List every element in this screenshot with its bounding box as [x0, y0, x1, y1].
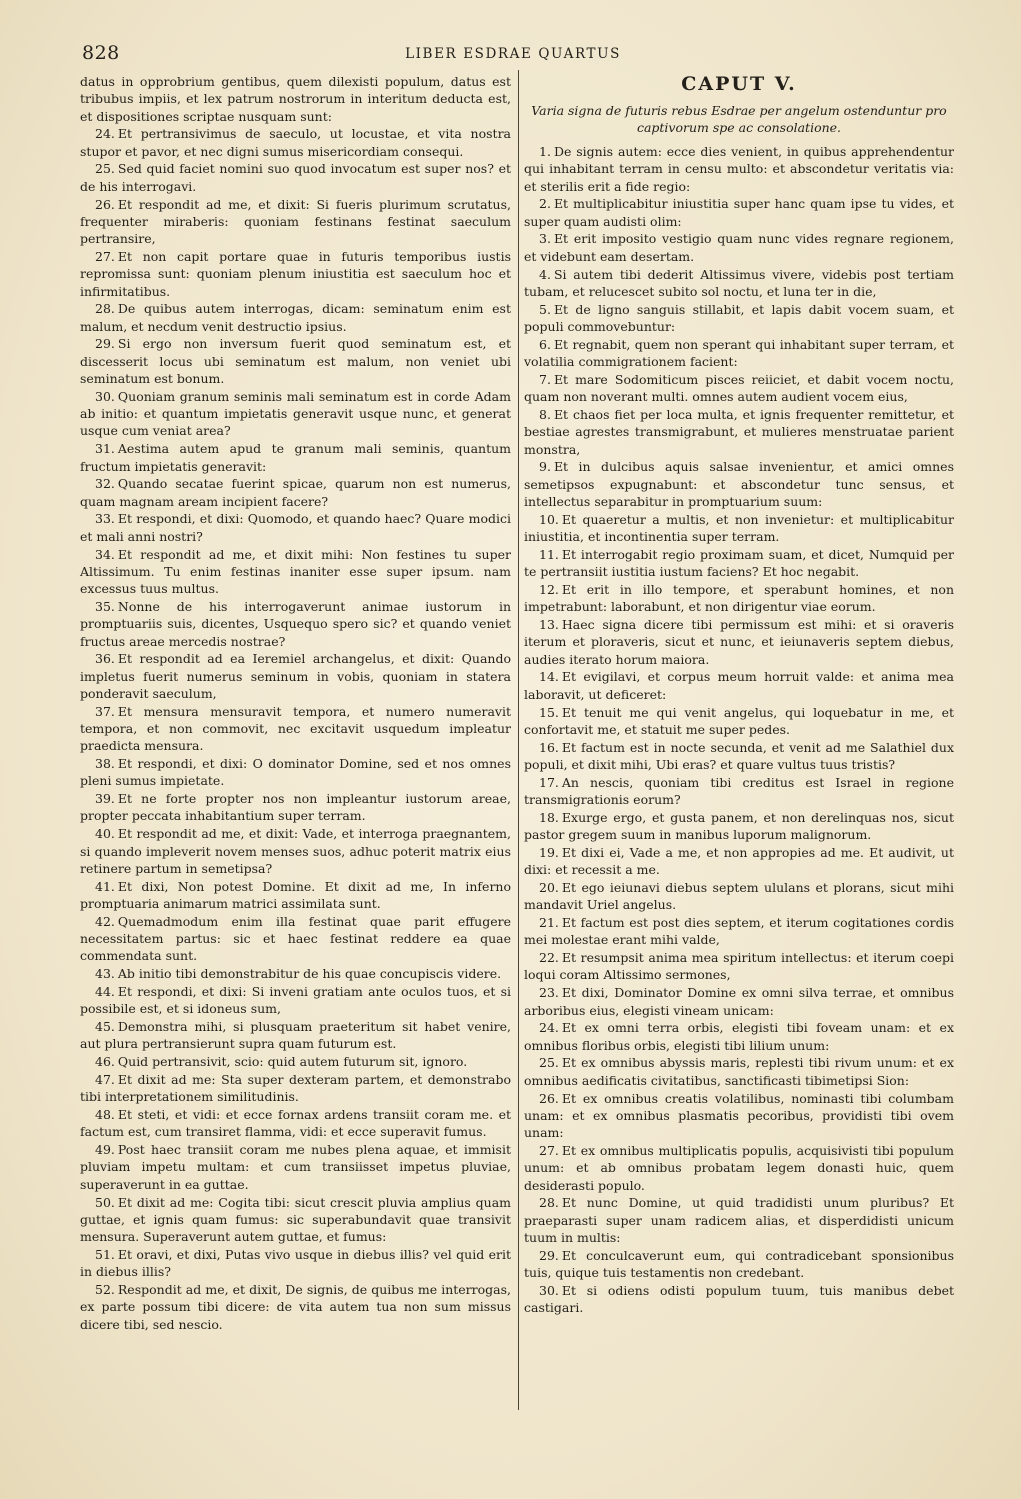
verse-text: Et non capit portare quae in futuris temporibus iustis repromissa sunt: quoniam plenum iniustitia est saeculum hoc et infirmitatibus. — [80, 248, 511, 299]
verse — [524, 739, 954, 774]
verse-number: 33. — [95, 511, 115, 527]
verse — [524, 336, 954, 371]
verse-number: 34. — [95, 546, 115, 562]
verse-text: Et ex omnibus multiplicatis populis, acquisivisti tibi populum unum: et ab omnibus probatam legem donasti huic, quem desiderasti populo. — [524, 1142, 954, 1193]
verse-text: Quoniam granum seminis mali seminatum est in corde Adam ab initio: et quantum impietatis generavit usque nunc, et generat usque cum veniat area? — [80, 388, 511, 439]
verse — [524, 1142, 954, 1194]
verse-number: 29. — [539, 1247, 559, 1263]
verse — [524, 230, 954, 265]
verse-number: 11. — [539, 546, 559, 562]
verse-text: Exurge ergo, et gusta panem, et non derelinquas nos, sicut pastor gregem suum in manibus luporum malignorum. — [524, 809, 954, 843]
verse — [80, 1194, 511, 1246]
verse-text: Et mensura mensuravit tempora, et numero numeravit tempora, et non commovit, nec excitavit usquedum impleatur praedicta mensura. — [80, 703, 511, 754]
verse-number: 12. — [539, 581, 559, 597]
verse-text: Et dixit ad me: Cogita tibi: sicut crescit pluvia amplius quam guttae, et ignis quam fumus: sic superabundavit quae transivit mensura. Superaverunt autem guttae, et fumus: — [80, 1194, 511, 1245]
verse — [80, 1141, 511, 1193]
verse-text: Demonstra mihi, si plusquam praeteritum sit habet venire, aut plura pertransierunt supra quam futurum est. — [80, 1019, 511, 1052]
verse-text: Et ex omnibus creatis volatilibus, nominasti tibi columbam unam: et ex omnibus plasmatis pecoribus, providisti tibi ovem unam: — [524, 1090, 954, 1141]
verse-number: 50. — [95, 1194, 115, 1210]
verse-number: 30. — [95, 388, 115, 404]
verse-number: 25. — [539, 1055, 559, 1071]
verse-text: Et si odiens odisti populum tuum, tuis manibus debet castigari. — [524, 1282, 954, 1316]
verse-number: 26. — [95, 196, 115, 212]
verse — [80, 1281, 511, 1333]
verse-text: Respondit ad me, et dixit, De signis, de quibus me interrogas, ex parte possum tibi dicere: de vita autem tua non sum missus dicere tibi, sed nescio. — [80, 1281, 511, 1332]
verse-number: 37. — [95, 703, 115, 719]
verse — [524, 844, 954, 879]
verse-text: Et interrogabit regio proximam suam, et dicet, Numquid per te pertransiit iustitia iustum faciens? Et hoc negabit. — [524, 546, 954, 580]
verse-number: 36. — [95, 651, 115, 667]
verse-text: Et dixi, Dominator Domine ex omni silva terrae, et omnibus arboribus eius, elegisti vineam unicam: — [524, 985, 954, 1018]
verse-number: 46. — [95, 1054, 115, 1070]
verse — [524, 949, 954, 984]
verse-text: Et respondi, et dixi: Quomodo, et quando haec? Quare modici et mali anni nostri? — [80, 511, 511, 544]
verse-text: Et resumpsit anima mea spiritum intellectus: et iterum coepi loqui coram Altissimo sermones, — [524, 950, 954, 983]
verse-number: 25. — [95, 161, 115, 177]
verse-text: Quid pertransivit, scio: quid autem futurum sit, ignoro. — [117, 1054, 468, 1070]
verse-number: 9. — [539, 459, 551, 475]
verse-number: 6. — [539, 336, 551, 352]
verse — [80, 1018, 511, 1053]
verse-text: Et ne forte propter nos non impleantur iustorum areae, propter peccata inhabitantium super terram. — [80, 791, 511, 824]
verse-text: Et respondit ad ea Ieremiel archangelus, et dixit: Quando impletus fuerit numerus seminum in vobis, quoniam in statera ponderavit saeculum, — [80, 651, 511, 701]
verse-text: Et ego ieiunavi diebus septem ululans et plorans, sicut mihi mandavit Uriel angelus. — [524, 879, 954, 913]
verse-number: 27. — [95, 248, 115, 264]
verse — [524, 1090, 954, 1142]
verse — [524, 1282, 954, 1317]
verse-number: 35. — [95, 598, 115, 614]
verse — [80, 1071, 511, 1106]
verse-text: Et erit in illo tempore, et sperabunt homines, et non impetrabunt: laborabunt, et non dirigentur viae eorum. — [524, 581, 954, 615]
verse-text: Ab initio tibi demonstrabitur de his quae concupiscis videre. — [117, 966, 502, 982]
verse — [80, 196, 511, 248]
verse-text: Et steti, et vidi: et ecce fornax ardens transiit coram me. et factum est, cum transiret flamma, vidi: et ecce superavit fumus. — [80, 1107, 511, 1140]
chapter-summary: Varia signa de futuris rebus Esdrae per angelum ostenduntur pro captivorum spe ac consolatione. — [531, 103, 947, 135]
verse — [524, 616, 954, 668]
verse — [80, 1053, 511, 1070]
left-column — [80, 73, 511, 1333]
verse-number: 27. — [539, 1142, 559, 1158]
verse-number: 15. — [539, 704, 559, 720]
verse — [80, 878, 511, 913]
verse-number: 21. — [539, 915, 559, 931]
verse-number: 4. — [539, 266, 551, 282]
verse-text: An nescis, quoniam tibi creditus est Israel in regione transmigrationis eorum? — [524, 774, 954, 807]
verse-text: Et conculcaverunt eum, qui contradicebant sponsionibus tuis, quique tuis testamentis non credebant. — [524, 1247, 954, 1280]
verse — [524, 511, 954, 546]
chapter-title: CAPUT V. — [681, 73, 797, 95]
verse — [524, 984, 954, 1019]
verse-text: Haec signa dicere tibi permissum est mihi: et si oraveris iterum et ploraveris, sicut et nunc, et ieiunaveris septem diebus, audies iterato horum maiora. — [524, 617, 954, 667]
verse-number: 3. — [539, 231, 551, 247]
verse-number: 39. — [95, 791, 115, 807]
verse — [80, 546, 511, 598]
page-number: 828 — [82, 42, 120, 64]
verse-number: 16. — [539, 739, 559, 755]
verse-number: 7. — [539, 371, 551, 387]
page-header — [82, 42, 944, 68]
verse — [80, 125, 511, 160]
running-title: LIBER ESDRAE QUARTUS — [405, 46, 621, 62]
verse-text: Et respondit ad me, et dixit mihi: Non festines tu super Altissimum. Tu enim festinas inaniter esse super ipsum. nam excessus tuus multus. — [80, 546, 511, 597]
verse-number: 24. — [539, 1020, 559, 1036]
verse — [80, 913, 511, 965]
verse-number: 13. — [539, 617, 559, 633]
verse — [524, 879, 954, 914]
verse-number: 51. — [95, 1246, 115, 1262]
verse-number: 24. — [95, 126, 115, 142]
verse — [524, 546, 954, 581]
verse — [524, 266, 954, 301]
right-column — [524, 73, 954, 1317]
verse-text: Quando secatae fuerint spicae, quarum non est numerus, quam magnam aream incipient facere? — [80, 476, 511, 509]
verse — [524, 1247, 954, 1282]
verse — [80, 703, 511, 755]
verse-number: 52. — [95, 1281, 115, 1297]
verse-number: 2. — [539, 196, 551, 212]
verse — [80, 475, 511, 510]
verse — [80, 965, 511, 982]
verse — [80, 160, 511, 195]
verse — [524, 914, 954, 949]
verse-number: 44. — [95, 983, 115, 999]
verse-number: 45. — [95, 1019, 115, 1035]
verse-text: Et mare Sodomiticum pisces reiiciet, et dabit vocem noctu, quam non noverant multi. omnes autem audient vocem eius, — [524, 371, 954, 405]
verse-number: 47. — [95, 1071, 115, 1087]
verse — [524, 371, 954, 406]
verse — [524, 809, 954, 844]
verse — [80, 755, 511, 790]
verse-number: 23. — [539, 985, 559, 1001]
verse — [80, 598, 511, 650]
verse-text: Et quaeretur a multis, et non invenietur: et multiplicabitur iniustitia, et incontinentia super terram. — [524, 511, 954, 545]
verse-number: 1. — [539, 144, 551, 159]
verse-text: Post haec transiit coram me nubes plena aquae, et immisit pluviam impetu multam: et cum transiisset impetus pluviae, superaverunt in ea guttae. — [80, 1142, 511, 1192]
verse-text: Et ex omni terra orbis, elegisti tibi foveam unam: et ex omnibus floribus orbis, elegisti tibi lilium unum: — [524, 1020, 954, 1053]
verse — [80, 440, 511, 475]
verse-text: Quemadmodum enim illa festinat quae parit effugere necessitatem partus: sic et haec festinat reddere ea quae commendata sunt. — [80, 913, 511, 964]
verse-number: 32. — [95, 476, 115, 492]
verse — [80, 335, 511, 387]
verse — [80, 790, 511, 825]
verse-text: Et ex omnibus abyssis maris, replesti tibi rivum unum: et ex omnibus aedificatis civitatibus, sanctificasti tibimetipsi Sion: — [524, 1055, 954, 1088]
verse-text: De signis autem: ecce dies venient, in quibus apprehendentur qui inhabitant terram in censu multo: et abscondetur veritatis via: et sterilis erit a fide regio: — [524, 144, 954, 194]
continuation-paragraph: datus in opprobrium gentibus, quem dilexisti populum, datus est tribubus impiis, et lex patrum nostrorum in interitum deducta est, et dispositiones scriptae nusquam sunt: — [80, 74, 511, 124]
verse — [524, 195, 954, 230]
verse — [80, 825, 511, 877]
verse-number: 22. — [539, 950, 559, 966]
verse-text: Nonne de his interrogaverunt animae iustorum in promptuariis suis, dicentes, Usquequo spero sic? et quando veniet fructus areae mercedis nostrae? — [80, 598, 511, 649]
verse-number: 49. — [95, 1142, 115, 1158]
verse-text: De quibus autem interrogas, dicam: seminatum enim est malum, et necdum venit destructio ipsius. — [80, 301, 511, 334]
verse-number: 43. — [95, 966, 115, 982]
verse-number: 26. — [539, 1090, 559, 1106]
verse-text: Et dixi, Non potest Domine. Et dixit ad me, In inferno promptuaria animarum matrici assimilata sunt. — [80, 878, 511, 911]
verse — [524, 704, 954, 739]
verse-text: Et de ligno sanguis stillabit, et lapis dabit vocem suam, et populi commovebuntur: — [524, 301, 954, 334]
verse — [524, 774, 954, 809]
verse-text: Et factum est post dies septem, et iterum cogitationes cordis mei molestae erant mihi valde, — [524, 915, 954, 948]
verse — [524, 1194, 954, 1246]
verse-text: Et dixi ei, Vade a me, et non appropies ad me. Et audivit, ut dixi: et recessit a me. — [524, 844, 954, 878]
verse-number: 14. — [539, 669, 559, 685]
verse-text: Et oravi, et dixi, Putas vivo usque in diebus illis? vel quid erit in diebus illis? — [80, 1246, 511, 1280]
verse-text: Et regnabit, quem non sperant qui inhabitant super terram, et volatilia commigrationem facient: — [524, 336, 954, 370]
verse-number: 18. — [539, 809, 559, 825]
verse-text: Sed quid faciet nomini suo quod invocatum est super nos? et de his interrogavi. — [80, 161, 511, 194]
verse-text: Et respondit ad me, et dixit: Vade, et interroga praegnantem, si quando impleverit novem menses suos, adhuc poterit matrix eius retinere partum in semetipsa? — [80, 826, 511, 876]
verse-text: Et dixit ad me: Sta super dexteram partem, et demonstrabo tibi interpretationem similitudinis. — [80, 1071, 511, 1105]
verse-number: 5. — [539, 301, 551, 317]
verse-text: Si ergo non inversum fuerit quod seminatum est, et discesserit locus ubi seminatum est malum, non veniet ubi seminatum est bonum. — [80, 336, 511, 387]
verse-number: 41. — [95, 878, 115, 894]
verse-number: 10. — [539, 511, 559, 527]
verse-text: Et chaos fiet per loca multa, et ignis frequenter remittetur, et bestiae agrestes transmigrabunt, et mulieres menstruatae parient monstra, — [524, 406, 954, 457]
verse-number: 42. — [95, 913, 115, 929]
verse-text: Et erit imposito vestigio quam nunc vides regnare regionem, et videbunt eam desertam. — [524, 231, 954, 264]
verse — [80, 1246, 511, 1281]
verse-number: 28. — [539, 1195, 559, 1211]
verse-number: 20. — [539, 879, 559, 895]
verse-text: Et in dulcibus aquis salsae invenientur, et amici omnes semetipsos expugnabunt: et abscondetur tunc sensus, et intellectus separabitur in promptuarium suum: — [524, 459, 954, 509]
verse — [80, 650, 511, 702]
verse — [524, 143, 954, 195]
verse — [80, 1106, 511, 1141]
verse-text: Et tenuit me qui venit angelus, qui loquebatur in me, et confortavit me, et statuit me super pedes. — [524, 704, 954, 737]
verse-number: 19. — [539, 844, 559, 860]
verse — [524, 668, 954, 703]
verse-text: Et pertransivimus de saeculo, ut locustae, et vita nostra stupor et pavor, et nec digni sumus misericordiam consequi. — [80, 126, 511, 159]
verse-text: Et factum est in nocte secunda, et venit ad me Salathiel dux populi, et dixit mihi, Ubi eras? et quare vultus tuus tristis? — [524, 739, 954, 772]
verse — [524, 301, 954, 336]
verse-text: Et respondi, et dixi: O dominator Domine, sed et nos omnes pleni sumus impietate. — [80, 756, 511, 789]
verse — [524, 1019, 954, 1054]
column-divider — [518, 70, 519, 1410]
verse-text: Aestima autem apud te granum mali seminis, quantum fructum impietatis generavit: — [80, 441, 511, 474]
verse-text: Et evigilavi, et corpus meum horruit valde: et anima mea laboravit, ut deficeret: — [524, 669, 954, 702]
verse — [524, 458, 954, 510]
verse-number: 48. — [95, 1107, 115, 1123]
verse — [524, 581, 954, 616]
verse — [80, 248, 511, 300]
verse-number: 8. — [539, 406, 551, 422]
verse-text: Et multiplicabitur iniustitia super hanc quam ipse tu vides, et super quam audisti olim: — [524, 196, 954, 229]
verse-number: 40. — [95, 826, 115, 842]
verse — [80, 388, 511, 440]
verse — [80, 983, 511, 1018]
verse-number: 28. — [95, 301, 115, 317]
verse — [524, 1054, 954, 1089]
verse-number: 30. — [539, 1282, 559, 1298]
verse — [80, 510, 511, 545]
verse — [524, 406, 954, 458]
verse-text: Et nunc Domine, ut quid tradidisti unum pluribus? Et praeparasti super unam radicem alias, et disperdidisti unicum tuum in multis: — [524, 1195, 954, 1245]
verse-text: Et respondit ad me, et dixit: Si fueris plurimum scrutatus, frequenter miraberis: quoniam festinans festinat saeculum pertransire, — [80, 196, 511, 247]
verse-number: 31. — [95, 441, 115, 457]
verse-number: 38. — [95, 756, 115, 772]
verse — [80, 300, 511, 335]
verse-number: 17. — [539, 774, 559, 790]
verse-number: 29. — [95, 336, 115, 352]
verse-text: Si autem tibi dederit Altissimus vivere, videbis post tertiam tubam, et relucescet subito sol noctu, et luna ter in die, — [524, 266, 954, 299]
verse-text: Et respondi, et dixi: Si inveni gratiam ante oculos tuos, et si possibile est, et si idoneus sum, — [80, 983, 511, 1017]
